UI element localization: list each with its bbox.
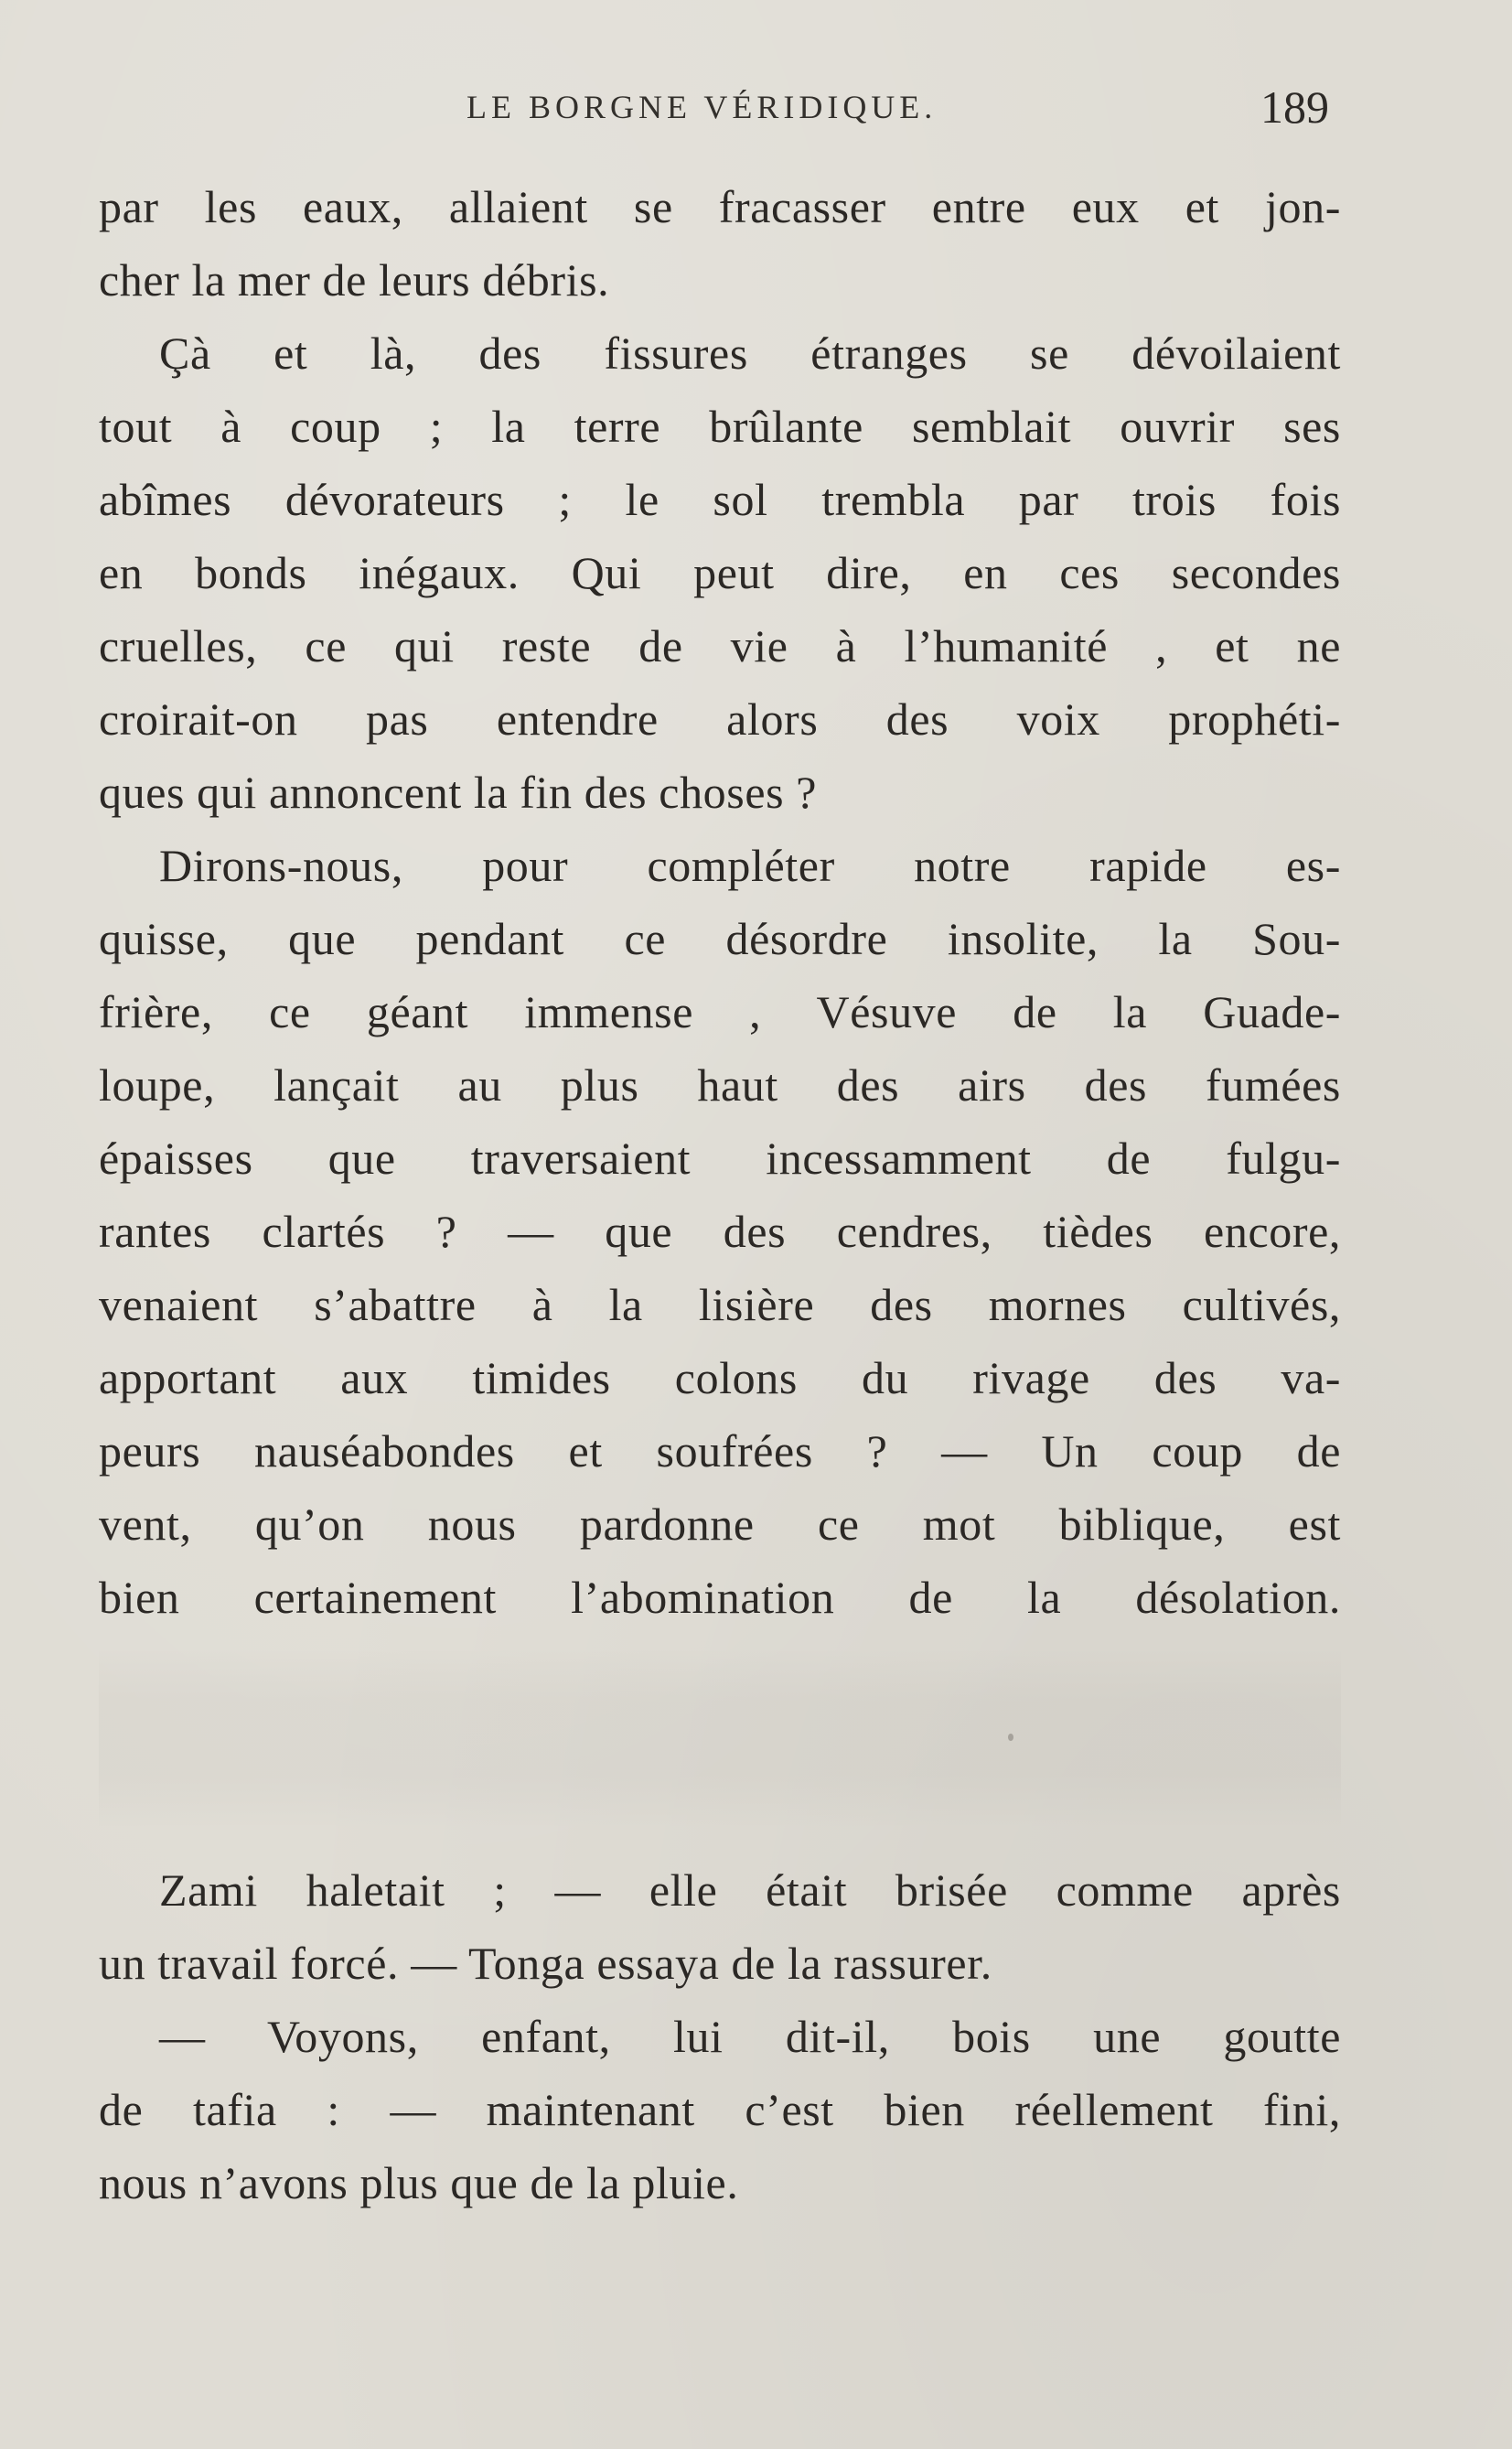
bleed-through-area (99, 1647, 1341, 1830)
text-line: loupe, lançait au plus haut des airs des fumées (99, 1059, 1341, 1111)
text-line: vent, qu’on nous pardonne ce mot biblique, est (99, 1498, 1341, 1550)
text-line: Çà et là, des fissures étranges se dévoilaient (159, 328, 1341, 379)
text-line: apportant aux timides colons du rivage des va- (99, 1352, 1341, 1403)
text-line: — Voyons, enfant, lui dit-il, bois une goutte (159, 2011, 1341, 2062)
text-line: Zami haletait ; — elle était brisée comme après (159, 1864, 1341, 1916)
text-line: en bonds inégaux. Qui peut dire, en ces secondes (99, 547, 1341, 598)
paper-speck (1008, 1734, 1013, 1741)
text-line: cher la mer de leurs débris. (99, 254, 610, 306)
text-line: croirait-on pas entendre alors des voix prophéti- (99, 693, 1341, 745)
text-line: quisse, que pendant ce désordre insolite, la Sou- (99, 913, 1341, 964)
text-line: bien certainement l’abomination de la désolation. (99, 1572, 1341, 1623)
text-line: épaisses que traversaient incessamment de fulgu- (99, 1133, 1341, 1184)
running-head (0, 81, 1512, 135)
text-line: peurs nauséabondes et soufrées ? — Un coup de (99, 1425, 1341, 1477)
text-line: nous n’avons plus que de la pluie. (99, 2157, 739, 2208)
text-line: rantes clartés ? — que des cendres, tièdes encore, (99, 1206, 1341, 1257)
text-line: par les eaux, allaient se fracasser entre eux et jon- (99, 181, 1341, 232)
text-line: un travail forcé. — Tonga essaya de la rassurer. (99, 1938, 992, 1989)
page-number: 189 (1260, 81, 1329, 133)
text-line: frière, ce géant immense , Vésuve de la Guade- (99, 986, 1341, 1037)
text-line: ques qui annoncent la fin des choses ? (99, 767, 818, 818)
text-line: venaient s’abattre à la lisière des mornes cultivés, (99, 1279, 1341, 1330)
text-line: abîmes dévorateurs ; le sol trembla par trois fois (99, 474, 1341, 525)
text-block-bottom (99, 1853, 1341, 2219)
running-title: LE BORGNE VÉRIDIQUE. (466, 89, 938, 125)
text-line: de tafia : — maintenant c’est bien réellement fini, (99, 2084, 1341, 2135)
text-line: cruelles, ce qui reste de vie à l’humanité , et ne (99, 620, 1341, 671)
text-block-top (99, 170, 1341, 1634)
text-line: Dirons-nous, pour compléter notre rapide es- (159, 840, 1341, 891)
text-line: tout à coup ; la terre brûlante semblait ouvrir ses (99, 401, 1341, 452)
